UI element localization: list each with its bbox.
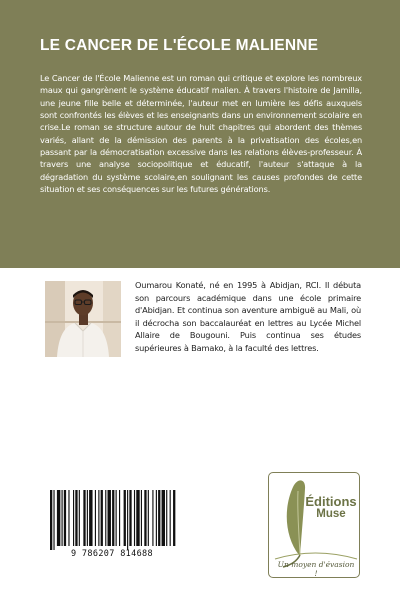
book-synopsis: Le Cancer de l'École Malienne est un roman qui critique et explore les nombreux maux qui gangrènent le système éducatif malien. À travers l'histoire de Jamilla, une jeune fille belle et déterminée, l'auteur met en lumière les défis auxquels sont confrontés les élèves et les enseignants dans un environnement scolaire en crise.Le roman se structure autour de huit chapitres qui abordent des thèmes variés, allant de la démission des parents à la privatisation des écoles,en passant par la démocratisation excessive dans les relations élèves-professeur. À travers une analyse sociopolitique et éducatif, l'auteur s'attaque à la dégradation du système scolaire,en soulignant les causes profondes de cette situation et ses conséquences sur les futures générations. <box>40 73 362 195</box>
isbn-barcode <box>44 488 180 560</box>
author-bio: Oumarou Konaté, né en 1995 à Abidjan, RCI. Il débuta son parcours académique dans une école primaire d'Abidjan. Et continua son aventure ambiguë au Mali, où il décrocha son baccalauréat en lettres au Lycée Michel Allaire de Bougouni. Puis continua ses études supérieures à Bamako, à la faculté des lettres. <box>135 280 361 353</box>
publisher-name-line2: Muse <box>316 508 346 520</box>
publisher-name <box>303 495 359 521</box>
publisher-name-line1: Éditions <box>305 494 357 509</box>
book-title: LE CANCER DE L'ÉCOLE MALIENNE <box>40 37 319 54</box>
publisher-logo <box>268 472 360 578</box>
barcode-bars <box>44 488 180 550</box>
author-portrait-image <box>45 281 121 357</box>
publisher-slogan: Un moyen d'évasion ! <box>277 560 355 578</box>
author-photo <box>45 281 121 357</box>
isbn-digits: 9 786207 814688 <box>70 549 153 559</box>
